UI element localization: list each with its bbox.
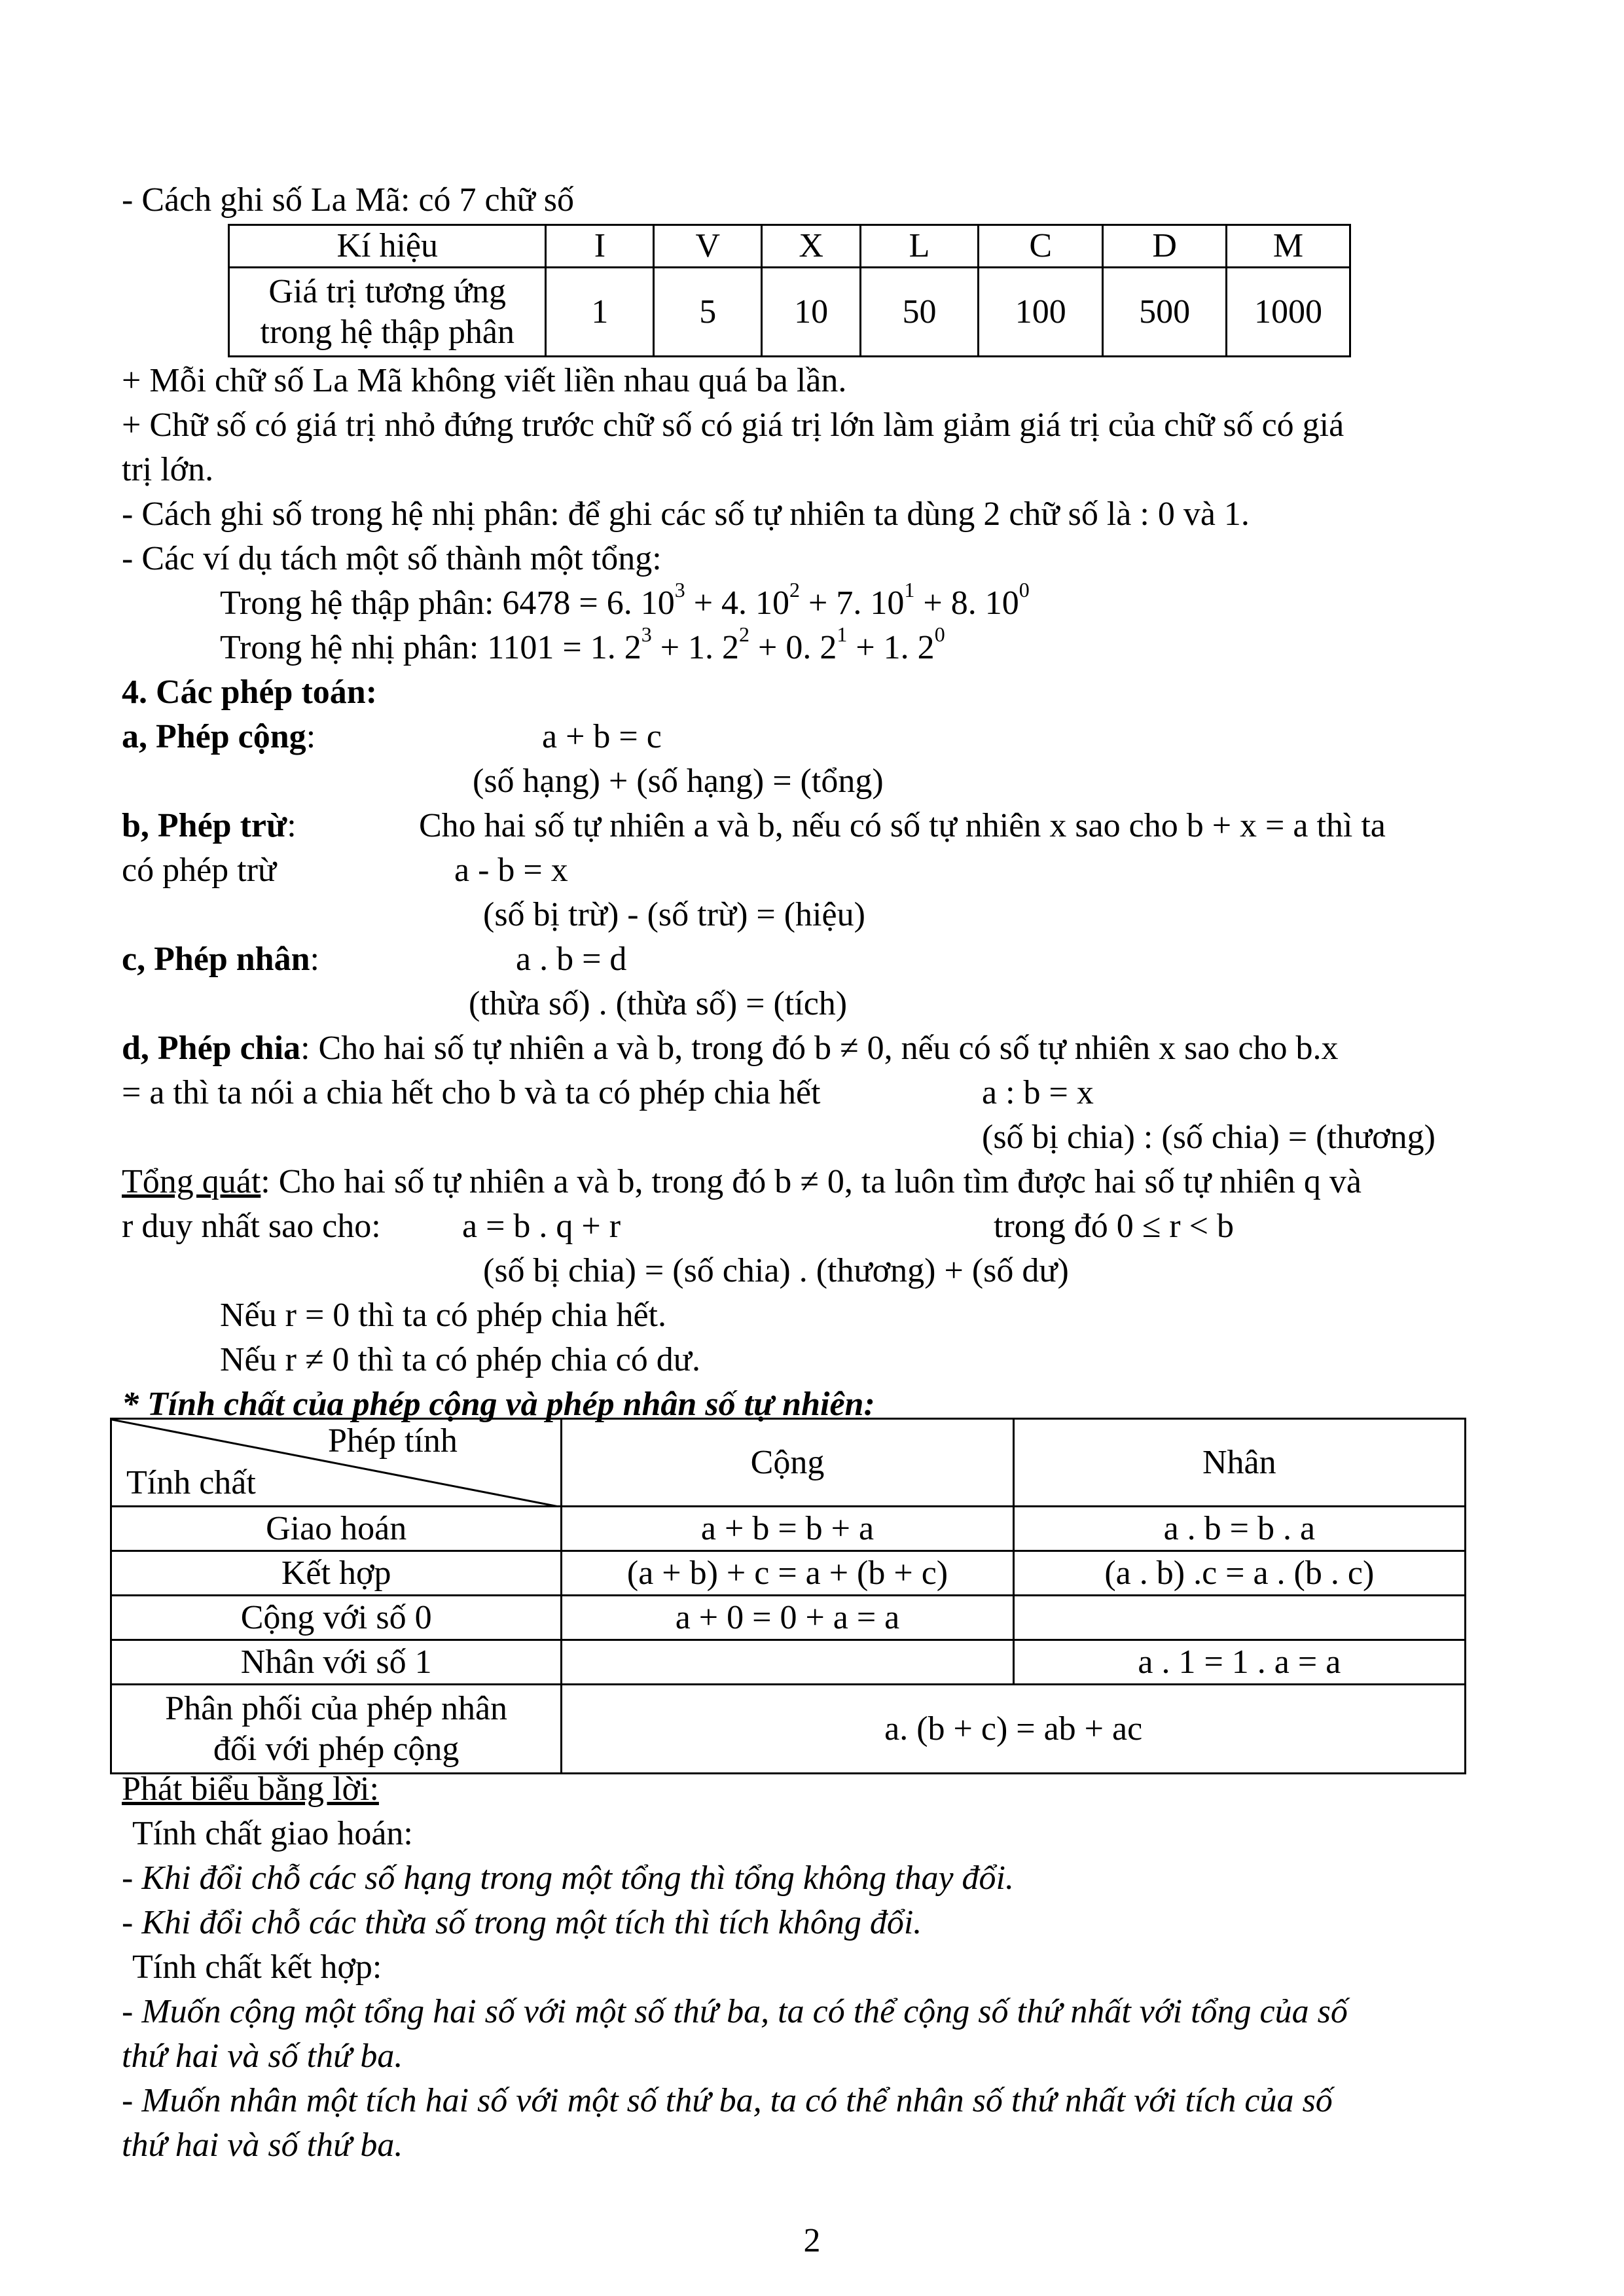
decimal-example-part: + 8. 10 [914, 584, 1019, 622]
properties-heading: * Tính chất của phép cộng và phép nhân số tự nhiên: [122, 1386, 875, 1423]
binary-exponent: 1 [837, 622, 848, 646]
subtraction-names: (số bị trừ) - (số trừ) = (hiệu) [483, 896, 865, 933]
remainder-zero: Nếu r = 0 thì ta có phép chia hết. [220, 1297, 666, 1334]
division-label: d, Phép chia [122, 1030, 301, 1067]
commutative-title: Tính chất giao hoán: [132, 1815, 413, 1852]
colon: : [306, 718, 316, 755]
addition-names: (số hạng) + (số hạng) = (tổng) [473, 762, 884, 800]
multiplication-names: (thừa số) . (thừa số) = (tích) [469, 985, 848, 1022]
multiplication-label-line [122, 937, 319, 982]
binary-exponent: 2 [739, 622, 750, 646]
colon: : [287, 807, 297, 844]
general-names: (số bị chia) = (số chia) . (thương) + (số dư) [483, 1252, 1069, 1289]
decimal-example [220, 578, 1030, 626]
associative-statement-1-line1: - Muốn cộng một tổng hai số với một số thứ ba, ta có thể cộng số thứ nhất với tổng của số [122, 1993, 1348, 2030]
binary-exponent: 3 [641, 622, 652, 646]
roman-symbol: L [861, 225, 979, 268]
decimal-exponent: 2 [789, 578, 801, 601]
roman-value: 50 [861, 268, 979, 357]
decimal-exponent: 3 [674, 578, 685, 601]
roman-intro: - Cách ghi số La Mã: có 7 chữ số [122, 181, 575, 219]
roman-symbol: M [1226, 225, 1350, 268]
roman-row2-label-line1: Giá trị tương ứng [268, 272, 507, 310]
decimal-example-part: + 7. 10 [800, 584, 905, 622]
division-names: (số bị chia) : (số chia) = (thương) [982, 1119, 1435, 1156]
binary-example-part: + 1. 2 [847, 629, 935, 666]
associative-title: Tính chất kết hợp: [132, 1948, 382, 1986]
general-line [122, 1160, 1362, 1204]
subtraction-label: b, Phép trừ [122, 807, 287, 844]
subtraction-text: Cho hai số tự nhiên a và b, nếu có số tự nhiên x sao cho b + x = a thì ta [419, 807, 1386, 844]
roman-rule-1: + Mỗi chữ số La Mã không viết liền nhau quá ba lần. [122, 362, 847, 399]
roman-numeral-table [228, 224, 1351, 357]
property-multiplication: (a . b) .c = a . (b . c) [1013, 1551, 1465, 1596]
property-addition [562, 1640, 1013, 1685]
header-operation: Phép tính [328, 1422, 458, 1460]
roman-symbol: V [654, 225, 762, 268]
distributive-formula: a. (b + c) = ab + ac [562, 1685, 1466, 1774]
subtraction-formula: a - b = x [454, 852, 568, 889]
property-name: Kết hợp [111, 1551, 562, 1596]
roman-value: 100 [979, 268, 1103, 357]
roman-row1-label: Kí hiệu [229, 225, 546, 268]
associative-statement-2-line1: - Muốn nhân một tích hai số với một số thứ ba, ta có thể nhân số thứ nhất với tích của số [122, 2082, 1333, 2119]
roman-symbol: C [979, 225, 1103, 268]
verbal-heading: Phát biểu bằng lời: [122, 1770, 379, 1808]
roman-rule-2-line1: + Chữ số có giá trị nhỏ đứng trước chữ số có giá trị lớn làm giảm giá trị của chữ số có giá [122, 406, 1344, 444]
addition-formula: a + b = c [542, 718, 662, 755]
binary-example-part: + 1. 2 [651, 629, 740, 666]
roman-symbol: D [1103, 225, 1226, 268]
roman-value: 10 [762, 268, 861, 357]
property-name: Nhân với số 1 [111, 1640, 562, 1685]
roman-symbol: X [762, 225, 861, 268]
general-formula: a = b . q + r [462, 1208, 621, 1245]
property-name: Giao hoán [111, 1507, 562, 1551]
associative-statement-1-line2: thứ hai và số thứ ba. [122, 2037, 403, 2075]
addition-label-line [122, 715, 316, 759]
roman-value: 1000 [1226, 268, 1350, 357]
commutative-statement-2: - Khi đổi chỗ các thừa số trong một tích thì tích không đổi. [122, 1904, 922, 1941]
associative-statement-2-line2: thứ hai và số thứ ba. [122, 2126, 403, 2164]
operations-heading: 4. Các phép toán: [122, 673, 378, 711]
decimal-exponent: 1 [904, 578, 915, 601]
property-multiplication: a . b = b . a [1013, 1507, 1465, 1551]
commutative-statement-1: - Khi đổi chỗ các số hạng trong một tổng thì tổng không thay đổi. [122, 1859, 1014, 1897]
diagonal-header-cell [111, 1419, 562, 1507]
property-addition: a + 0 = 0 + a = a [562, 1596, 1013, 1640]
binary-example-part: + 0. 2 [749, 629, 837, 666]
division-formula: a : b = x [982, 1074, 1094, 1111]
header-property: Tính chất [126, 1464, 256, 1501]
distributive-line1: Phân phối của phép nhân [165, 1689, 508, 1727]
colon: : [310, 941, 319, 978]
roman-symbol: I [546, 225, 654, 268]
page-number: 2 [803, 2222, 821, 2259]
roman-row2-label [229, 268, 546, 357]
binary-example [220, 622, 945, 670]
header-addition: Cộng [562, 1419, 1013, 1507]
examples-intro: - Các ví dụ tách một số thành một tổng: [122, 540, 662, 577]
subtraction-text-2: có phép trừ [122, 852, 277, 889]
multiplication-formula: a . b = d [516, 941, 627, 978]
decimal-exponent: 0 [1019, 578, 1030, 601]
roman-value: 500 [1103, 268, 1226, 357]
roman-rule-2-line2: trị lớn. [122, 451, 214, 488]
binary-exponent: 0 [934, 622, 945, 646]
division-line [122, 1026, 1339, 1071]
general-label: Tổng quát [122, 1163, 261, 1200]
addition-label: a, Phép cộng [122, 718, 306, 755]
roman-row2-label-line2: trong hệ thập phân [260, 313, 514, 351]
roman-value: 5 [654, 268, 762, 357]
property-addition: a + b = b + a [562, 1507, 1013, 1551]
decimal-example-part: + 4. 10 [685, 584, 790, 622]
remainder-nonzero: Nếu r ≠ 0 thì ta có phép chia có dư. [220, 1341, 700, 1378]
property-addition: (a + b) + c = a + (b + c) [562, 1551, 1013, 1596]
general-condition: trong đó 0 ≤ r < b [994, 1208, 1234, 1245]
binary-example-part: Trong hệ nhị phân: 1101 = 1. 2 [220, 629, 641, 666]
general-text: : Cho hai số tự nhiên a và b, trong đó b ≠ 0, ta luôn tìm được hai số tự nhiên q và [261, 1163, 1362, 1200]
binary-note: - Cách ghi số trong hệ nhị phân: để ghi các số tự nhiên ta dùng 2 chữ số là : 0 và 1. [122, 495, 1250, 533]
general-text-2: r duy nhất sao cho: [122, 1208, 381, 1245]
colon: : [300, 1030, 310, 1067]
property-name: Cộng với số 0 [111, 1596, 562, 1640]
properties-table [110, 1418, 1466, 1774]
distributive-line2: đối với phép cộng [213, 1730, 460, 1768]
property-multiplication [1013, 1596, 1465, 1640]
division-text: Cho hai số tự nhiên a và b, trong đó b ≠ 0, nếu có số tự nhiên x sao cho b.x [318, 1030, 1339, 1067]
decimal-example-part: Trong hệ thập phân: 6478 = 6. 10 [220, 584, 675, 622]
subtraction-label-line [122, 804, 297, 848]
multiplication-label: c, Phép nhân [122, 941, 310, 978]
division-text-2: = a thì ta nói a chia hết cho b và ta có phép chia hết [122, 1074, 821, 1111]
header-multiplication: Nhân [1013, 1419, 1465, 1507]
property-multiplication: a . 1 = 1 . a = a [1013, 1640, 1465, 1685]
roman-value: 1 [546, 268, 654, 357]
property-name-distributive [111, 1685, 562, 1774]
